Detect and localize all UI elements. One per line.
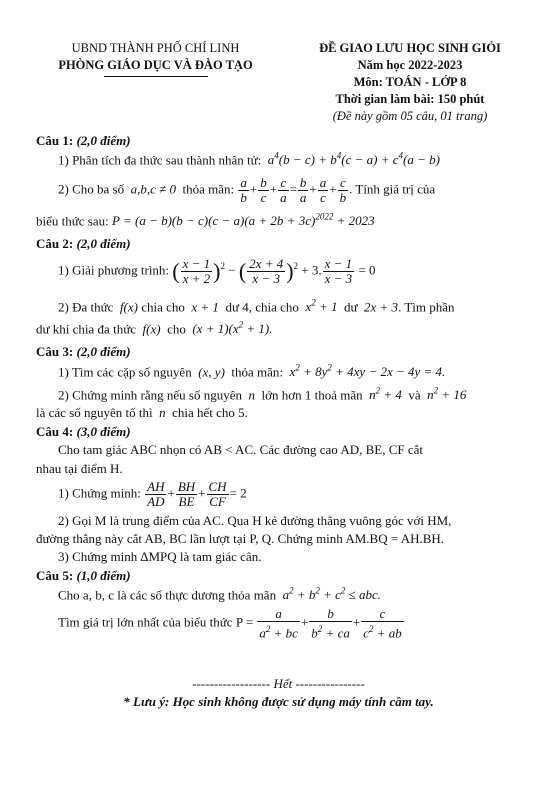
header-rule	[104, 76, 208, 77]
q4-part1: 1) Chứng minh: $\frac{AH}{AD}$ + $\frac{BH}{BE}$ + $\frac{CH}{CF}$ = 2	[58, 479, 247, 509]
end-marker: ------------------ Hết ----------------	[192, 676, 365, 691]
exam-title: ĐỀ GIAO LƯU HỌC SINH GIỎI	[319, 41, 501, 55]
city-committee: UBND THÀNH PHỐ CHÍ LINH	[71, 41, 240, 55]
education-department: PHÒNG GIÁO DỤC VÀ ĐÀO TẠO	[58, 58, 253, 72]
q5-line1: Cho a, b, c là các số thực dương thỏa mãn $a^2 + b^2 + c^2$ ≤ abc.	[58, 586, 382, 603]
q5-line2: Tìm giá trị lớn nhất của biểu thức P = $\frac{a}{a^2 + bc}$ + $\frac{b}{b^2 + ca}$ + $\frac{c}{c^2 + ab}$	[58, 606, 402, 641]
q1-heading: Câu 1: (2,0 điểm)	[36, 133, 131, 148]
q2-part2-cont: dư khi chia đa thức f(x) cho $(x + 1)(x^2 + 1)$.	[36, 320, 273, 337]
q1-part1: 1) Phân tích đa thức sau thành nhân tử: $a^4(b - c) + b^4(c - a) + c^4(a - b)$	[58, 151, 440, 168]
footer-note: * Lưu ý: Học sinh không được sử dụng máy tính cầm tay.	[123, 694, 434, 709]
q2-heading: Câu 2: (2,0 điểm)	[36, 236, 131, 251]
q4-part2-line2: đường thẳng này cắt AB, BC lần lượt tại P, Q. Chứng minh AM.BQ = AH.BH.	[36, 531, 445, 546]
time-limit: Thời gian làm bài: 150 phút	[335, 92, 485, 106]
page-count-note: (Đề này gồm 05 câu, 01 trang)	[332, 109, 488, 123]
subject: Môn: TOÁN - LỚP 8	[353, 75, 467, 89]
header-left	[48, 40, 263, 77]
q2-part2: 2) Đa thức f(x) chia cho x + 1 dư 4, chia cho $x^2 + 1$ dư 2x + 3. Tìm phần	[58, 298, 455, 315]
q1-expression: $a^4(b - c) + b^4(c - a) + c^4(a - b)$	[264, 151, 440, 168]
q3-heading: Câu 3: (2,0 điểm)	[36, 344, 131, 359]
q4-part3: 3) Chứng minh ∆MPQ là tam giác cân.	[58, 549, 262, 564]
school-year: Năm học 2022-2023	[357, 58, 463, 72]
q4-intro-line2: nhau tại điểm H.	[36, 461, 123, 476]
header-right	[290, 40, 530, 125]
q4-part2-line1: 2) Gọi M là trung điểm của AC. Qua H kẻ đường thẳng vuông góc với HM,	[58, 513, 452, 528]
q1-part2: 2) Cho ba số a,b,c ≠ 0 thỏa mãn: $\frac{a}{b}$ + $\frac{b}{c}$ + $\frac{c}{a}$ = $\frac{b}{a}$ + $\frac{a}{c}$ + $\frac{c}{b}$ . Tính giá trị của	[58, 175, 436, 205]
q1-part2-expression: biểu thức sau: $P = (a - b)(b - c)(c - a)(a + 2b + 3c)^{2022} + 2023$	[36, 212, 375, 229]
q4-intro-line1: Cho tam giác ABC nhọn có AB < AC. Các đường cao AD, BE, CF cắt	[58, 442, 424, 457]
q3-part2-cont: là các số nguyên tố thì n chia hết cho 5.	[36, 405, 248, 420]
q4-heading: Câu 4: (3,0 điểm)	[36, 424, 131, 439]
q3-part2: 2) Chứng minh rằng nếu số nguyên n lớn hơn 1 thoả mãn $n^2 + 4$ và $n^2 + 16$	[58, 386, 467, 403]
q3-part1: 1) Tìm các cặp số nguyên (x, y) thỏa mãn: $x^2 + 8y^2 + 4xy - 2x - 4y = 4$.	[58, 363, 446, 380]
q2-part1: 1) Giải phương trình: ( $\frac{x - 1}{x + 2}$ )$^2$ − ( $\frac{2x + 4}{x - 3}$ )$^2$ + 3. $\frac{x - 1}{x - 3}$ = 0	[58, 256, 376, 286]
q5-heading: Câu 5: (1,0 điểm)	[36, 568, 131, 583]
